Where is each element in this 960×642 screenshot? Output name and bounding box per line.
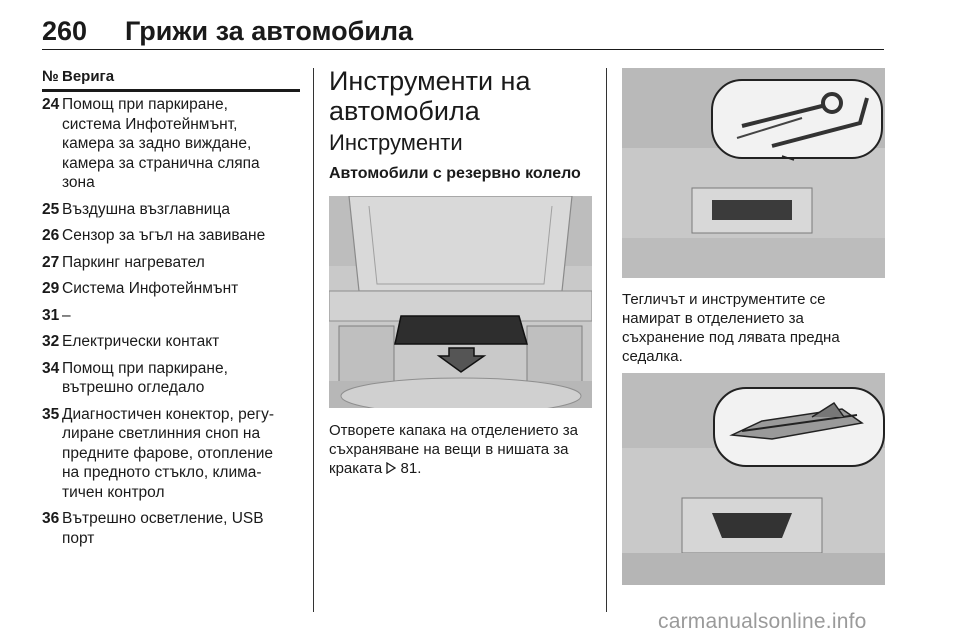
row-text: Сензор за ъгъл на завиване — [62, 227, 266, 244]
header-divider — [42, 49, 884, 50]
page-header-title: Грижи за автомобила — [125, 16, 414, 46]
column-divider-left — [313, 68, 314, 612]
jack-illustration — [622, 373, 885, 585]
section-subtitle: Инструменти — [329, 130, 463, 155]
row-number: 24 — [42, 96, 60, 113]
page-reference-arrow-icon — [386, 462, 396, 474]
legend-col-circuit: Верига — [62, 68, 115, 85]
row-number: 34 — [42, 359, 60, 377]
table-row — [42, 306, 304, 326]
row-text: Помощ при паркиране, система Инфотейнмънт, камера за задно виждане, камера за странична сляпа зона — [62, 96, 260, 191]
paragraph-tools-location: Тегличът и инструментите се намират в отделението за съхранение под лявата предна седалка. — [622, 291, 840, 365]
row-text: Въздушна възглавница — [62, 200, 230, 218]
row-text: Електрически контакт — [62, 333, 220, 350]
row-text: Вътрешно осветление, USB порт — [62, 510, 264, 547]
page-reference-number[interactable]: 81. — [400, 460, 422, 477]
row-number: 36 — [42, 510, 60, 527]
table-row — [42, 405, 304, 503]
table-row — [42, 359, 304, 398]
paragraph-open-cover — [329, 421, 597, 478]
section-subsubtitle: Автомобили с резервно колело — [329, 165, 581, 182]
towing-eye-tools-illustration — [622, 68, 885, 278]
row-number: 35 — [42, 405, 60, 423]
legend-table-header — [42, 68, 300, 90]
table-row — [42, 509, 304, 548]
table-row — [42, 253, 304, 273]
row-number: 26 — [42, 227, 60, 244]
watermark: carmanualsonline.info — [658, 610, 867, 633]
column-divider-right — [606, 68, 607, 612]
table-row — [42, 200, 304, 220]
row-text: – — [62, 306, 71, 324]
legend-header-rule — [42, 89, 300, 92]
row-number: 31 — [42, 306, 60, 324]
section-title: Инструменти на автомобила — [329, 66, 531, 126]
row-text: Система Инфотейнмънт — [62, 280, 239, 297]
table-row — [42, 226, 304, 246]
seat-storage-illustration — [329, 196, 592, 408]
row-number: 32 — [42, 333, 60, 350]
row-text: Помощ при паркиране, вътрешно огледало — [62, 359, 228, 396]
row-number: 29 — [42, 280, 60, 297]
row-number: 25 — [42, 200, 60, 218]
figure-towing-eye-tools — [622, 68, 885, 278]
table-row — [42, 95, 304, 193]
page-number: 260 — [42, 16, 88, 46]
legend-col-number: № — [42, 68, 59, 85]
figure-jack — [622, 373, 885, 585]
legend-table-body — [42, 95, 304, 555]
table-row — [42, 332, 304, 352]
figure-storage-compartment — [329, 196, 592, 408]
paragraph-open-cover-text: Отворете капака на отделението за съхраняване на вещи в нишата за краката — [329, 422, 578, 477]
row-text: Паркинг нагревател — [62, 253, 205, 271]
row-text: Диагностичен конектор, регу- лиране светлинния сноп на предните фарове, отопление на предното стъкло, клима- тичен контрол — [62, 405, 274, 501]
row-number: 27 — [42, 253, 60, 271]
table-row — [42, 279, 304, 299]
